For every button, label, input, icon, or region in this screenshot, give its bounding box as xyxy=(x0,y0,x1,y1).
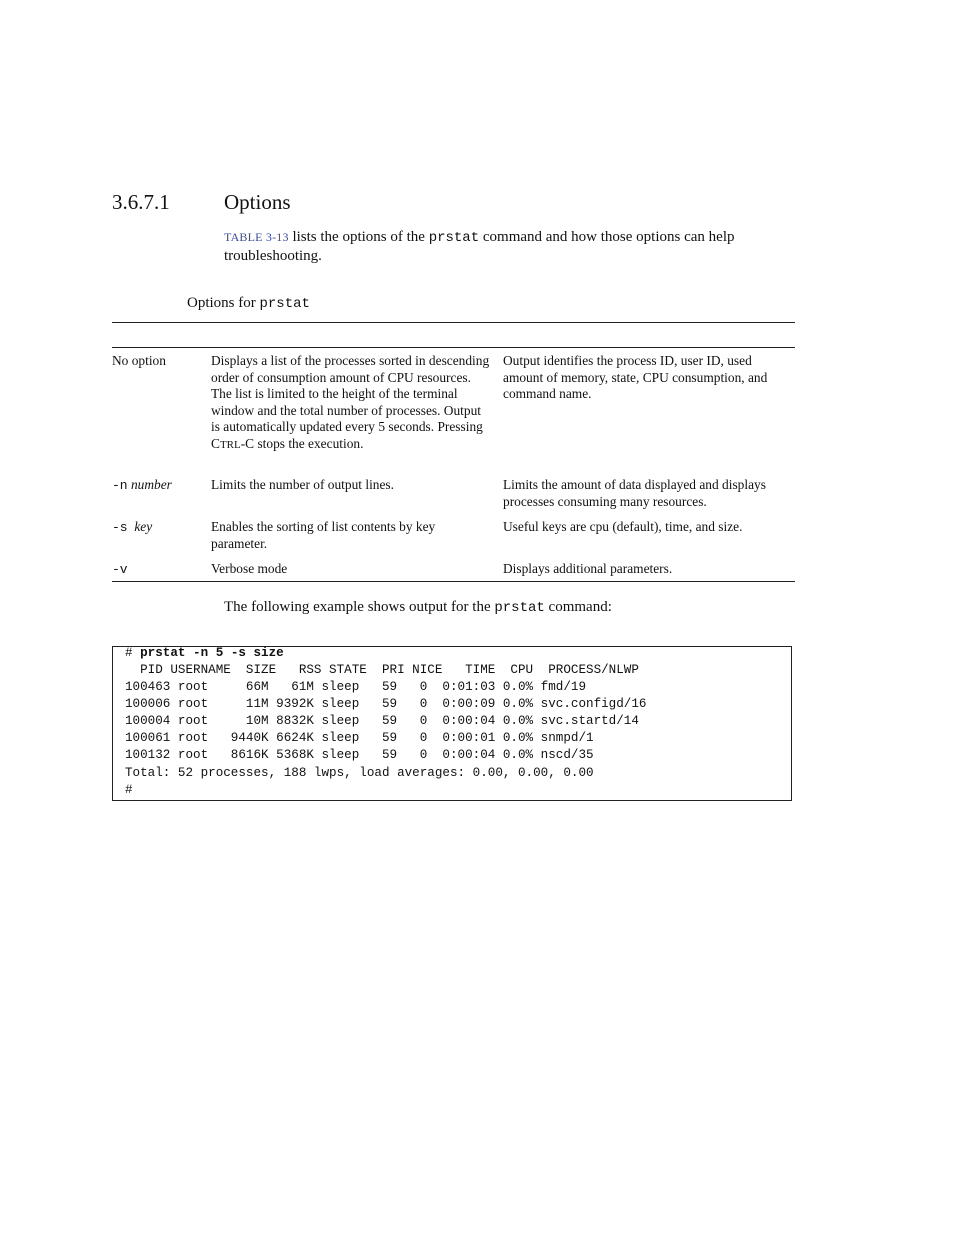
code-output-line: 100463 root 66M 61M sleep 59 0 0:01:03 0.0% fmd/19 xyxy=(125,680,587,694)
table-cross-reference-link[interactable]: TABLE 3-13 xyxy=(224,230,289,244)
key-ctrl-c: C xyxy=(211,435,220,451)
option-argument: key xyxy=(134,519,153,534)
shell-prompt: # xyxy=(125,646,141,660)
description-text: Displays a list of the processes sorted in descending order of consumption amount of CPU resources. The list is limited to the height of the terminal window and the total number of processes. Output is automatically updated every 5 seconds. Pressing xyxy=(211,353,490,434)
option-code: -n xyxy=(112,478,128,493)
option-cell xyxy=(112,353,207,370)
description-cell: Enables the sorting of list contents by key parameter. xyxy=(211,519,436,551)
option-argument: number xyxy=(130,477,172,492)
description-tail: stops the execution. xyxy=(254,435,364,451)
table-header-rule xyxy=(112,347,795,348)
example-intro-tail: command: xyxy=(544,599,612,615)
example-intro xyxy=(224,599,612,616)
option-label: No option xyxy=(112,353,166,368)
example-intro-text: The following example shows output for the xyxy=(224,599,495,615)
intro-text-after-command: command and how those options can help troubleshooting. xyxy=(224,229,735,264)
table-caption-text: Options for xyxy=(187,295,260,311)
shell-command: prstat -n 5 -s size xyxy=(140,646,284,660)
table-top-rule xyxy=(112,322,795,323)
option-code: -s xyxy=(112,520,128,535)
notes-cell: Displays additional parameters. xyxy=(503,561,673,576)
option-cell xyxy=(112,561,207,579)
description-cell: Verbose mode xyxy=(211,561,288,576)
table-caption-command: prstat xyxy=(259,296,310,312)
notes-cell: Useful keys are cpu (default), time, and size. xyxy=(503,519,743,534)
code-example-box xyxy=(112,646,792,801)
code-output-line: 100006 root 11M 9392K sleep 59 0 0:00:09 0.0% svc.configd/16 xyxy=(125,697,647,711)
description-cell xyxy=(211,353,493,453)
intro-text-before-command: lists the options of the xyxy=(288,229,429,245)
table-bottom-rule xyxy=(112,581,795,582)
key-c: -C xyxy=(240,435,255,451)
code-output-line: 100004 root 10M 8832K sleep 59 0 0:00:04 0.0% svc.startd/14 xyxy=(125,714,639,728)
key-ctrl-smallcaps: TRL xyxy=(219,438,241,451)
option-cell xyxy=(112,519,207,537)
intro-command: prstat xyxy=(428,230,480,246)
option-cell xyxy=(112,477,207,495)
code-output-line: # xyxy=(125,783,133,797)
intro-paragraph xyxy=(224,228,804,265)
table-caption xyxy=(187,295,310,312)
code-output-line: 100132 root 8616K 5368K sleep 59 0 0:00:04 0.0% nscd/35 xyxy=(125,748,594,762)
code-output-line: PID USERNAME SIZE RSS STATE PRI NICE TIME CPU PROCESS/NLWP xyxy=(125,663,639,677)
notes-cell: Output identifies the process ID, user ID, used amount of memory, state, CPU consumption, and command name. xyxy=(503,353,768,401)
code-output-line: Total: 52 processes, 188 lwps, load averages: 0.00, 0.00, 0.00 xyxy=(125,766,594,780)
description-cell: Limits the number of output lines. xyxy=(211,477,394,492)
example-intro-command: prstat xyxy=(494,600,545,616)
notes-cell: Limits the amount of data displayed and displays processes consuming many resources. xyxy=(503,477,766,509)
code-output-line: 100061 root 9440K 6624K sleep 59 0 0:00:01 0.0% snmpd/1 xyxy=(125,731,594,745)
code-command-line xyxy=(125,645,284,662)
section-number: 3.6.7.1 xyxy=(112,190,170,214)
option-code: -v xyxy=(112,562,128,577)
section-title: Options xyxy=(224,190,291,214)
